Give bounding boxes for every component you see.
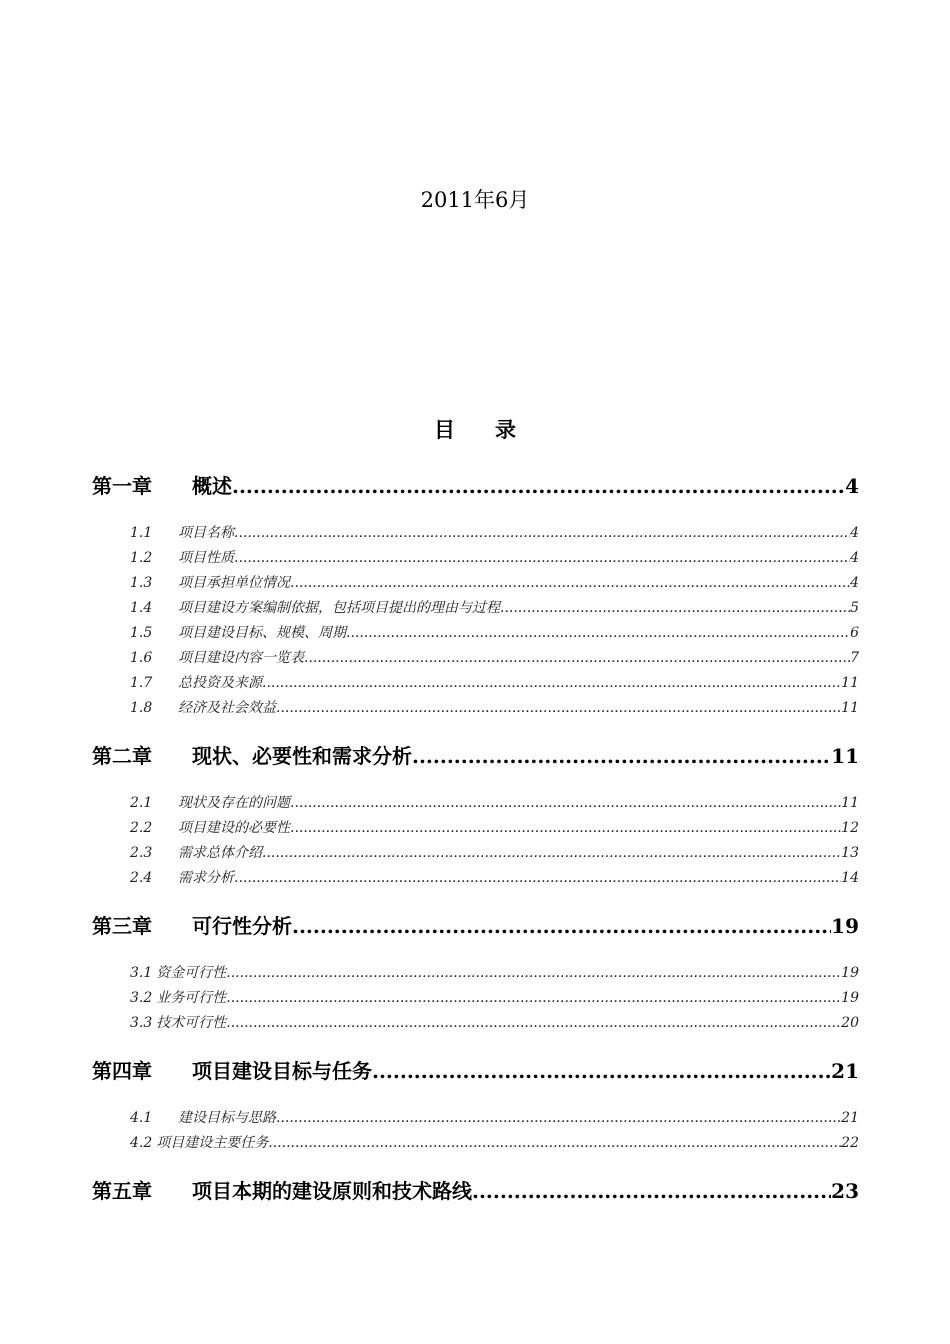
section-page-number: 6 [850, 625, 859, 641]
leader-dots [262, 675, 841, 691]
section-page-number: 11 [841, 795, 859, 811]
section-number: 1.8 [130, 700, 153, 716]
toc-section-item[interactable] [92, 597, 859, 622]
toc-section-list [92, 776, 859, 910]
leader-dots [234, 550, 850, 566]
section-number: 4.2 [130, 1135, 153, 1151]
chapter-page-number: 11 [831, 744, 859, 768]
section-number: 3.3 [130, 1015, 153, 1031]
chapter-number: 第五章 [92, 1179, 152, 1203]
section-number: 4.1 [130, 1110, 153, 1126]
leader-dots [472, 1179, 831, 1203]
section-page-number: 19 [841, 990, 859, 1006]
section-number: 2.2 [130, 820, 153, 836]
toc-section-item[interactable] [92, 1107, 859, 1132]
chapter-title: 项目建设目标与任务 [192, 1059, 372, 1083]
chapter-number: 第二章 [92, 744, 152, 768]
toc-section-item[interactable] [92, 792, 859, 817]
leader-dots [262, 845, 841, 861]
section-page-number: 22 [841, 1135, 859, 1151]
section-number: 2.1 [130, 795, 153, 811]
section-number: 2.3 [130, 845, 153, 861]
section-title: 资金可行性 [156, 965, 227, 981]
leader-dots [232, 474, 845, 498]
section-title: 总投资及来源 [178, 675, 262, 691]
section-page-number: 19 [841, 965, 859, 981]
section-title: 现状及存在的问题 [178, 795, 290, 811]
toc-section-item[interactable] [92, 522, 859, 547]
section-title: 项目建设方案编制依据，包括项目提出的理由与过程 [178, 600, 500, 616]
leader-dots [234, 525, 850, 541]
leader-dots [290, 795, 841, 811]
leader-dots [268, 1135, 841, 1151]
chapter-title: 概述 [192, 474, 232, 498]
section-number: 1.3 [130, 575, 153, 591]
toc-section-item[interactable] [92, 697, 859, 722]
chapter-page-number: 19 [831, 914, 859, 938]
toc-chapter[interactable] [92, 740, 859, 776]
section-title: 项目承担单位情况 [178, 575, 290, 591]
toc-title: 目录 [434, 417, 556, 442]
chapter-title: 现状、必要性和需求分析 [192, 744, 412, 768]
document-date: 2011年6月 [420, 188, 530, 212]
section-title: 业务可行性 [156, 990, 227, 1006]
leader-dots [226, 990, 841, 1006]
toc-section-item[interactable] [92, 962, 859, 987]
chapter-title: 项目本期的建设原则和技术路线 [192, 1179, 472, 1203]
toc-chapter[interactable] [92, 910, 859, 946]
toc-chapter[interactable] [92, 1055, 859, 1091]
toc-section-item[interactable] [92, 867, 859, 892]
section-title: 项目名称 [178, 525, 234, 541]
section-page-number: 7 [850, 650, 859, 666]
section-page-number: 11 [841, 675, 859, 691]
toc-section-item[interactable] [92, 1012, 859, 1037]
section-title: 项目建设主要任务 [156, 1135, 269, 1151]
section-number: 1.6 [130, 650, 153, 666]
toc-section-list [92, 946, 859, 1055]
section-page-number: 5 [850, 600, 859, 616]
toc-section-item[interactable] [92, 647, 859, 672]
section-number: 2.4 [130, 870, 153, 886]
section-number: 1.1 [130, 525, 153, 541]
leader-dots [412, 744, 831, 768]
leader-dots [292, 914, 831, 938]
chapter-page-number: 4 [845, 474, 859, 498]
toc-section-list [92, 1091, 859, 1175]
section-page-number: 12 [841, 820, 859, 836]
toc-section-item[interactable] [92, 817, 859, 842]
section-page-number: 13 [841, 845, 859, 861]
leader-dots [276, 1110, 841, 1126]
toc-section-list [92, 506, 859, 740]
leader-dots [290, 575, 850, 591]
section-number: 1.2 [130, 550, 153, 566]
section-title: 技术可行性 [156, 1015, 227, 1031]
section-page-number: 14 [841, 870, 859, 886]
section-title: 经济及社会效益 [178, 700, 276, 716]
toc-section-item[interactable] [92, 622, 859, 647]
section-page-number: 4 [850, 550, 859, 566]
leader-dots [500, 600, 850, 616]
section-number: 1.7 [130, 675, 153, 691]
toc-section-item[interactable] [92, 547, 859, 572]
leader-dots [226, 1015, 841, 1031]
chapter-number: 第三章 [92, 914, 152, 938]
section-title: 项目建设目标、规模、周期 [178, 625, 346, 641]
leader-dots [290, 820, 841, 836]
section-page-number: 4 [850, 525, 859, 541]
toc-chapter[interactable] [92, 470, 859, 506]
toc-section-item[interactable] [92, 572, 859, 597]
section-title: 项目建设内容一览表 [178, 650, 304, 666]
section-page-number: 20 [841, 1015, 859, 1031]
section-number: 1.4 [130, 600, 153, 616]
section-title: 项目建设的必要性 [178, 820, 290, 836]
leader-dots [372, 1059, 831, 1083]
section-number: 3.1 [130, 965, 153, 981]
leader-dots [276, 700, 841, 716]
section-title: 需求总体介绍 [178, 845, 262, 861]
section-number: 3.2 [130, 990, 153, 1006]
chapter-title: 可行性分析 [192, 914, 292, 938]
chapter-page-number: 21 [831, 1059, 859, 1083]
leader-dots [226, 965, 841, 981]
section-title: 需求分析 [178, 870, 234, 886]
chapter-number: 第一章 [92, 474, 152, 498]
chapter-number: 第四章 [92, 1059, 152, 1083]
toc-section-item[interactable] [92, 987, 859, 1012]
leader-dots [304, 650, 850, 666]
toc-section-item[interactable] [92, 1132, 859, 1157]
section-title: 建设目标与思路 [178, 1110, 276, 1126]
section-page-number: 21 [841, 1110, 859, 1126]
chapter-page-number: 23 [831, 1179, 859, 1203]
section-title: 项目性质 [178, 550, 234, 566]
leader-dots [234, 870, 841, 886]
section-number: 1.5 [130, 625, 153, 641]
leader-dots [346, 625, 850, 641]
toc-section-item[interactable] [92, 672, 859, 697]
toc-section-item[interactable] [92, 842, 859, 867]
section-page-number: 11 [841, 700, 859, 716]
section-page-number: 4 [850, 575, 859, 591]
toc-chapter[interactable] [92, 1175, 859, 1211]
table-of-contents [92, 470, 859, 1211]
